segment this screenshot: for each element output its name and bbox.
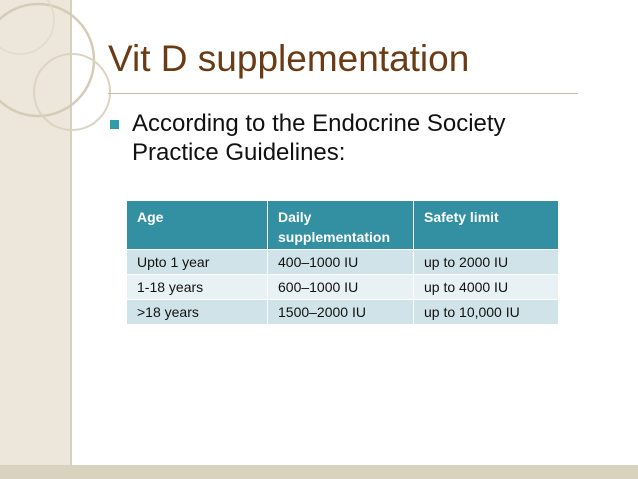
bullet-marker-icon (110, 120, 119, 129)
bullet-text: According to the Endocrine Society Practice Guidelines: (132, 110, 506, 166)
cell-safety: up to 4000 IU (414, 275, 559, 300)
header-safety-limit: Safety limit (414, 201, 559, 250)
cell-daily: 600–1000 IU (268, 275, 414, 300)
cell-daily: 1500–2000 IU (268, 300, 414, 325)
cell-safety: up to 10,000 IU (414, 300, 559, 325)
cell-daily: 400–1000 IU (268, 250, 414, 275)
cell-age: Upto 1 year (127, 250, 268, 275)
header-daily-supplementation: Daily supplementation (268, 201, 414, 250)
table-row (127, 250, 558, 275)
cell-safety: up to 2000 IU (414, 250, 559, 275)
bottom-decorative-band (0, 465, 638, 479)
cell-age: >18 years (127, 300, 268, 325)
table-row (127, 300, 558, 325)
bullet-item (110, 109, 580, 167)
table-header-row (127, 201, 558, 250)
supplementation-table (127, 201, 558, 324)
slide-title: Vit D supplementation (108, 38, 470, 79)
header-age: Age (127, 201, 268, 250)
table-row (127, 275, 558, 300)
title-divider (108, 93, 578, 94)
cell-age: 1-18 years (127, 275, 268, 300)
